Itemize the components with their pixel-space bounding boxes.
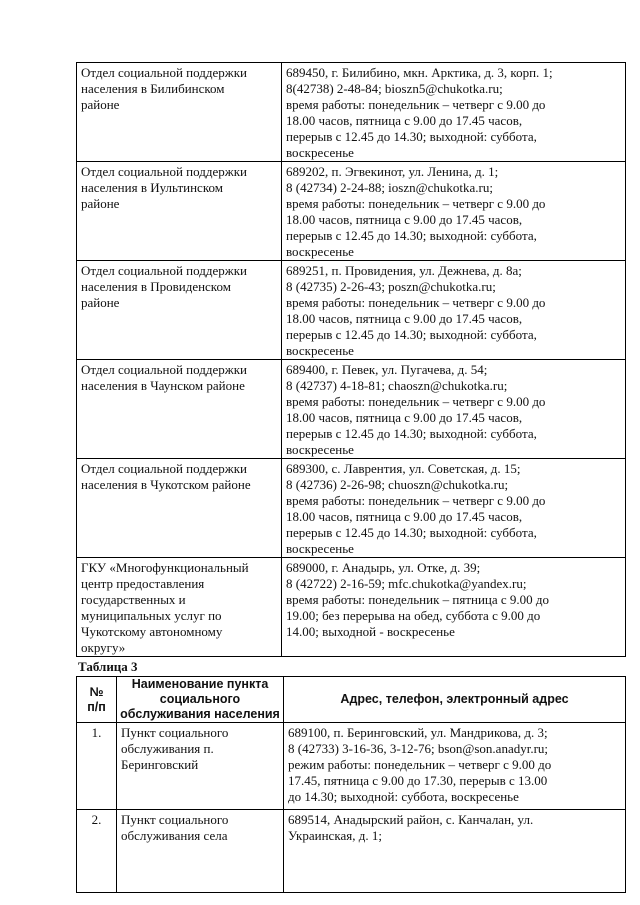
- office-hours-line: воскресенье: [286, 244, 354, 259]
- table-row: [77, 459, 626, 558]
- office-hours-line: время работы: понедельник – четверг с 9.00 до: [286, 493, 546, 508]
- office-name-cell: [77, 360, 282, 459]
- office-hours-line: перерыв с 12.45 до 14.30; выходной: суббота,: [286, 525, 537, 540]
- office-hours-line: 14.00; выходной - воскресенье: [286, 624, 455, 639]
- header-name-line: социального: [159, 692, 241, 706]
- point-info-cell: [284, 810, 626, 893]
- office-hours-line: перерыв с 12.45 до 14.30; выходной: суббота,: [286, 426, 537, 441]
- office-hours-line: воскресенье: [286, 541, 354, 556]
- office-hours-line: 18.00 часов, пятница с 9.00 до 17.45 часов,: [286, 410, 523, 425]
- point-name-line: Пункт социального: [121, 812, 229, 827]
- office-name-line: населения в Чукотском районе: [81, 477, 251, 492]
- office-name-line: районе: [81, 97, 120, 112]
- office-info-cell: [282, 261, 626, 360]
- point-name-line: обслуживания п.: [121, 741, 214, 756]
- point-address: 689514, Анадырский район, с. Канчалан, ул.: [288, 812, 534, 827]
- table-row: [77, 810, 626, 893]
- table-row: [77, 261, 626, 360]
- office-info-cell: [282, 558, 626, 657]
- office-hours-line: 18.00 часов, пятница с 9.00 до 17.45 часов,: [286, 212, 523, 227]
- office-name-line: ГКУ «Многофункциональный: [81, 560, 249, 575]
- office-info-cell: [282, 63, 626, 162]
- table-row: [77, 360, 626, 459]
- office-name-line: центр предоставления: [81, 576, 205, 591]
- point-contacts: 8 (42733) 3-16-36, 3-12-76; bson@son.anadyr.ru;: [288, 741, 549, 756]
- office-name-cell: [77, 162, 282, 261]
- office-hours-line: воскресенье: [286, 442, 354, 457]
- office-address: 689300, с. Лаврентия, ул. Советская, д. 15;: [286, 461, 521, 476]
- office-name-line: населения в Иультинском: [81, 180, 223, 195]
- header-address: Адрес, телефон, электронный адрес: [284, 677, 626, 723]
- office-name-line: округу»: [81, 640, 126, 655]
- point-info-cell: [284, 723, 626, 810]
- table-caption: Таблица 3: [78, 659, 138, 674]
- office-name-line: государственных и: [81, 592, 186, 607]
- office-hours-line: перерыв с 12.45 до 14.30; выходной: суббота,: [286, 129, 537, 144]
- point-name-cell: [117, 810, 284, 893]
- offices-table: [76, 62, 626, 657]
- office-address: 689400, г. Певек, ул. Пугачева, д. 54;: [286, 362, 488, 377]
- office-name-line: Отдел социальной поддержки: [81, 263, 248, 278]
- office-hours-line: время работы: понедельник – четверг с 9.00 до: [286, 394, 546, 409]
- point-hours-line: до 14.30; выходной: суббота, воскресенье: [288, 789, 519, 804]
- office-contacts: 8 (42722) 2-16-59; mfc.chukotka@yandex.ru;: [286, 576, 527, 591]
- office-contacts: 8(42738) 2-48-84; bioszn5@chukotka.ru;: [286, 81, 503, 96]
- office-hours-line: воскресенье: [286, 343, 354, 358]
- office-info-cell: [282, 459, 626, 558]
- office-name-line: населения в Билибинском: [81, 81, 225, 96]
- office-address: 689251, п. Провидения, ул. Дежнева, д. 8а;: [286, 263, 522, 278]
- office-contacts: 8 (42734) 2-24-88; ioszn@chukotka.ru;: [286, 180, 493, 195]
- office-hours-line: 18.00 часов, пятница с 9.00 до 17.45 часов,: [286, 311, 523, 326]
- office-address: 689450, г. Билибино, мкн. Арктика, д. 3, корп. 1;: [286, 65, 553, 80]
- office-hours-line: 18.00 часов, пятница с 9.00 до 17.45 часов,: [286, 113, 523, 128]
- office-name-line: Отдел социальной поддержки: [81, 65, 248, 80]
- table-row: [77, 162, 626, 261]
- office-hours-line: время работы: понедельник – четверг с 9.00 до: [286, 295, 546, 310]
- point-hours-line: 17.45, пятница с 9.00 до 17.30, перерыв с 13.00: [288, 773, 548, 788]
- office-hours-line: время работы: понедельник – четверг с 9.00 до: [286, 97, 546, 112]
- office-hours-line: 18.00 часов, пятница с 9.00 до 17.45 часов,: [286, 509, 523, 524]
- point-hours-line: режим работы: понедельник – четверг с 9.00 до: [288, 757, 552, 772]
- office-hours-line: воскресенье: [286, 145, 354, 160]
- office-hours-line: 19.00; без перерыва на обед, суббота с 9.00 до: [286, 608, 541, 623]
- office-hours-line: время работы: понедельник – пятница с 9.00 до: [286, 592, 550, 607]
- table-header-row: [77, 677, 626, 723]
- row-number: 2.: [77, 810, 117, 893]
- office-name-cell: [77, 63, 282, 162]
- office-name-cell: [77, 261, 282, 360]
- office-address: 689000, г. Анадырь, ул. Отке, д. 39;: [286, 560, 481, 575]
- table-row: [77, 558, 626, 657]
- office-address: 689202, п. Эгвекинот, ул. Ленина, д. 1;: [286, 164, 499, 179]
- office-hours-line: перерыв с 12.45 до 14.30; выходной: суббота,: [286, 228, 537, 243]
- table-row: [77, 63, 626, 162]
- office-name-line: районе: [81, 196, 120, 211]
- office-hours-line: перерыв с 12.45 до 14.30; выходной: суббота,: [286, 327, 537, 342]
- office-hours-line: время работы: понедельник – четверг с 9.00 до: [286, 196, 546, 211]
- point-address: 689100, п. Беринговский, ул. Мандрикова, д. 3;: [288, 725, 548, 740]
- header-name-line: обслуживания населения: [120, 707, 280, 721]
- office-info-cell: [282, 162, 626, 261]
- service-points-table: [76, 676, 626, 893]
- row-number: 1.: [77, 723, 117, 810]
- point-name-line: Беринговский: [121, 757, 199, 772]
- point-address: Украинская, д. 1;: [288, 828, 382, 843]
- office-name-line: муниципальных услуг по: [81, 608, 222, 623]
- office-info-cell: [282, 360, 626, 459]
- point-name-line: обслуживания села: [121, 828, 228, 843]
- office-name-cell: [77, 459, 282, 558]
- office-name-line: Отдел социальной поддержки: [81, 164, 248, 179]
- office-name-line: Отдел социальной поддержки: [81, 362, 248, 377]
- office-name-line: районе: [81, 295, 120, 310]
- office-contacts: 8 (42735) 2-26-43; poszn@chukotka.ru;: [286, 279, 496, 294]
- point-name-line: Пункт социального: [121, 725, 229, 740]
- office-name-line: Отдел социальной поддержки: [81, 461, 248, 476]
- office-name-line: населения в Провиденском: [81, 279, 231, 294]
- point-name-cell: [117, 723, 284, 810]
- header-number-line: №: [89, 684, 104, 699]
- office-contacts: 8 (42736) 2-26-98; chuoszn@chukotka.ru;: [286, 477, 509, 492]
- office-name-cell: [77, 558, 282, 657]
- header-point-name: [117, 677, 284, 723]
- header-name-line: Наименование пункта: [131, 677, 269, 691]
- table-row: [77, 723, 626, 810]
- header-number: [77, 677, 117, 723]
- header-number-line: п/п: [87, 699, 106, 714]
- office-name-line: населения в Чаунском районе: [81, 378, 245, 393]
- office-name-line: Чукотскому автономному: [81, 624, 223, 639]
- office-contacts: 8 (42737) 4-18-81; chaoszn@chukotka.ru;: [286, 378, 508, 393]
